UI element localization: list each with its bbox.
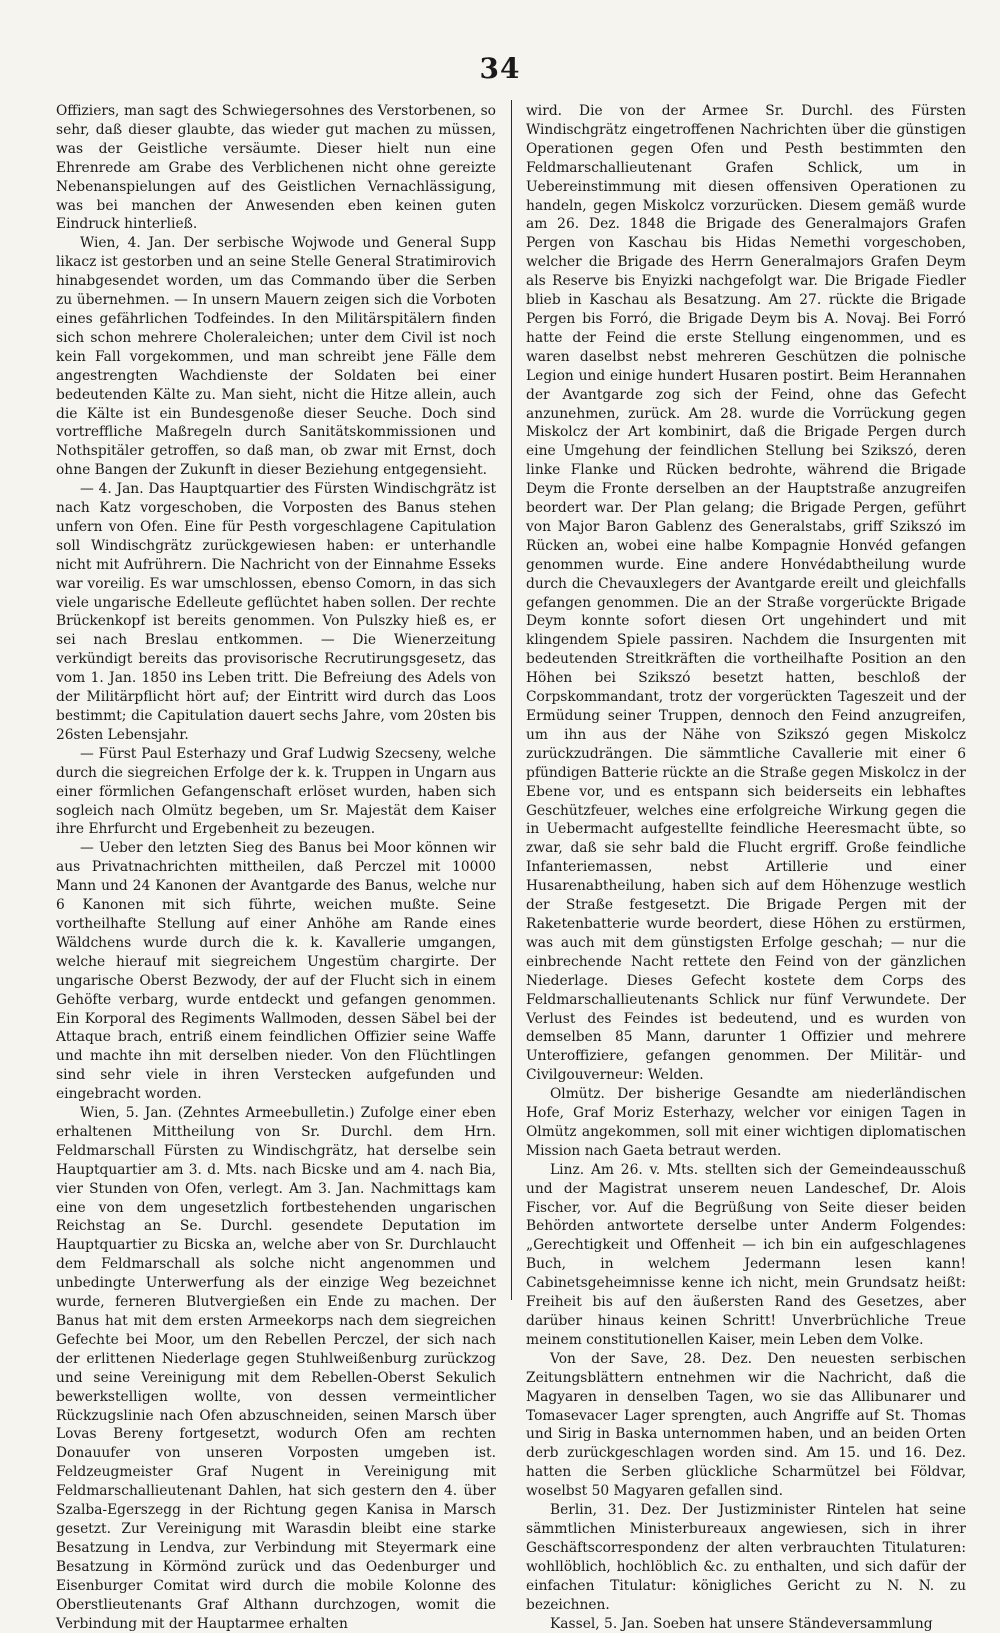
paragraph: — Ueber den letzten Sieg des Banus bei Moor können wir aus Privatnachrichten mittheilen, daß Perczel mit 10000 Mann und 24 Kanonen der Avantgarde des Banus, welche nur 6 Kanonen mit sich führte, weichen mußte. Seine vortheilhafte Stellung auf einer Anhöhe am Rande eines Wäldchens wurde durch die k. k. Kavallerie umgangen, welche hierauf mit siegreichem Ungestüm chargirte. Der ungarische Oberst Bezwody, der auf der Flucht sich in einem Gehöfte verbarg, wurde entdeckt und gefangen genommen. Ein Korporal des Regiments Wallmoden, dessen Säbel bei der Attaque brach, entriß einem feindlichen Offizier seine Waffe und machte ihn mit derselben nieder. Von den Flüchtlingen sind sehr viele in ihren Verstecken aufgefunden und eingebracht worden. bbox=[56, 839, 496, 1104]
paragraph: Wien, 5. Jan. (Zehntes Armeebulletin.) Zufolge einer eben erhaltenen Mittheilung von Sr. Durchl. dem Hrn. Feldmarschall Fürsten zu Windischgrätz, hat derselbe sein Hauptquartier am 3. d. Mts. nach Bicske und am 4. nach Bia, vier Stunden von Ofen, verlegt. Am 3. Jan. Nachmittags kam eine von dem ungesetzlich fortbestehenden ungarischen Reichstag an Se. Durchl. gesendete Deputation im Hauptquartier zu Bicska an, welche aber von Sr. Durchlaucht dem Feldmarschall als solche nicht angenommen und unbedingte Unterwerfung als der einzige Weg bezeichnet wurde, ferneren Blutvergießen ein Ende zu machen. Der Banus hat mit dem ersten Armeekorps nach dem siegreichen Gefechte bei Moor, um den Rebellen Perczel, der sich nach der erlittenen Niederlage gegen Stuhlweißenburg zurückzog und seine Vereinigung mit dem Rebellen-Oberst Sekulich bewerkstelligen wollte, von dessen vermeintlicher Rückzugslinie nach Ofen abzuschneiden, seinen Marsch über Lovas Bereny fortgesetzt, wodurch Ofen am rechten Donauufer von unseren Vorposten umgeben ist. Feldzeugmeister Graf Nugent in Vereinigung mit Feldmarschallieutenant Dahlen, hat sich gestern den 4. über Szalba-Egerszegg in der Richtung gegen Kanisa in Marsch gesetzt. Zur Vereinigung mit Warasdin bleibt eine starke Besatzung in Lendva, zur Verbindung mit Steyermark eine Besatzung in Körmönd zurück und das Oedenburger und Eisenburger Comitat wird durch die mobile Kolonne des Oberstlieutenants Graf Althann durchzogen, womit die Verbindung mit der Hauptarmee erhalten bbox=[56, 1104, 496, 1633]
left-column bbox=[56, 102, 496, 1300]
paragraph: Von der Save, 28. Dez. Den neuesten serbischen Zeitungsblättern entnehmen wir die Nachricht, daß die Magyaren in denselben Tagen, wo sie das Allibunarer und Tomasevacer Lager sprengten, auch Angriffe auf St. Thomas und Sirig in Baska unternommen haben, und an beiden Orten derb zurückgeschlagen worden sind. Am 15. und 16. Dez. hatten die Serben glückliche Scharmützel bei Földvar, woselbst 50 Magyaren gefallen sind. bbox=[526, 1350, 966, 1501]
paragraph: Linz. Am 26. v. Mts. stellten sich der Gemeindeausschuß und der Magistrat unserem neuen Landeschef, Dr. Alois Fischer, vor. Auf die Begrüßung von Seite dieser beiden Behörden antwortete derselbe unter Anderm Folgendes: „Gerechtigkeit und Offenheit — ich bin ein aufgeschlagenes Buch, in welchem Jedermann lesen kann! Cabinetsgeheimnisse kenne ich nicht, mein Grundsatz heißt: Freiheit bis auf den äußersten Rand des Gesetzes, aber darüber hinaus keinen Schritt! Unverbrüchliche Treue meinem constitutionellen Kaiser, mein Leben dem Volke. bbox=[526, 1161, 966, 1350]
paragraph: Olmütz. Der bisherige Gesandte am niederländischen Hofe, Graf Moriz Esterhazy, welcher vor einigen Tagen in Olmütz angekommen, soll mit einer wichtigen diplomatischen Mission nach Gaeta betraut werden. bbox=[526, 1085, 966, 1161]
paragraph: — 4. Jan. Das Hauptquartier des Fürsten Windischgrätz ist nach Katz vorgeschoben, die Vorposten des Banus stehen unfern von Ofen. Eine für Pesth vorgeschlagene Capitulation soll Windischgrätz zurückgewiesen haben: er unterhandle nicht mit Aufrührern. Die Nachricht von der Einnahme Esseks war voreilig. Es war umschlossen, ebenso Comorn, in das sich viele ungarische Edelleute geflüchtet haben sollen. Der rechte Brückenkopf ist bereits genommen. Von Pulszky hieß es, er sei nach Breslau entkommen. — Die Wienerzeitung verkündigt bereits das provisorische Recrutirungsgesetz, das vom 1. Jan. 1850 ins Leben tritt. Die Befreiung des Adels von der Militärpflicht hört auf; der Eintritt wird durch das Loos bestimmt; die Capitulation dauert sechs Jahre, vom 20sten bis 26sten Lebensjahr. bbox=[56, 480, 496, 745]
paragraph: Wien, 4. Jan. Der serbische Wojwode und General Supp likacz ist gestorben und an seine Stelle General Stratimirovich hinabgesendet worden, um das Commando über die Serben zu übernehmen. — In unsern Mauern zeigen sich die Vorboten eines gefährlichen Todfeindes. In den Militärspitälern finden sich schon mehrere Choleraleichen; unter dem Civil ist noch kein Fall vorgekommen, und man schreibt jene Fälle dem angestrengten Wachdienste der Soldaten bei einer bedeutenden Kälte zu. Man sieht, nicht die Hitze allein, auch die Kälte ist ein Bundesgenoße dieser Seuche. Doch sind vortreffliche Maßregeln durch Sanitätskommissionen und Nothspitäler getroffen, so daß man, ob zwar mit Ernst, doch ohne Bangen der Zukunft in dieser Beziehung entgegensieht. bbox=[56, 234, 496, 480]
right-column bbox=[526, 102, 966, 1300]
page-number: 34 bbox=[0, 52, 1000, 85]
paragraph: — Fürst Paul Esterhazy und Graf Ludwig Szecseny, welche durch die siegreichen Erfolge der k. k. Truppen in Ungarn aus einer förmlichen Gefangenschaft erlöset wurden, haben sich sogleich nach Olmütz begeben, um Sr. Majestät dem Kaiser ihre Ehrfurcht und Ergebenheit zu bezeugen. bbox=[56, 745, 496, 840]
column-divider bbox=[511, 100, 512, 1300]
paragraph: Berlin, 31. Dez. Der Justizminister Rintelen hat seine sämmtlichen Ministerbureaux angewiesen, sich in ihrer Geschäftscorrespondenz der alten verbrauchten Titulaturen: wohllöblich, hochlöblich &c. zu enthalten, und sich dafür der einfachen Titulatur: königliches Gericht zu N. N. zu bezeichnen. bbox=[526, 1501, 966, 1614]
paragraph: Kassel, 5. Jan. Soeben hat unsere Ständeversammlung bbox=[526, 1615, 966, 1633]
paragraph: wird. Die von der Armee Sr. Durchl. des Fürsten Windischgrätz eingetroffenen Nachrichten über die günstigen Operationen gegen Ofen und Pesth bestimmten den Feldmarschallieutenant Grafen Schlick, um in Uebereinstimmung mit diesen offensiven Operationen zu handeln, gegen Miskolcz vorzurücken. Diesem gemäß wurde am 26. Dez. 1848 die Brigade des Generalmajors Grafen Pergen von Kaschau bis Hidas Nemethi vorgeschoben, welcher die Brigade des Herrn Generalmajors Grafen Deym als Reserve bis Enyizki nachgefolgt war. Die Brigade Fiedler blieb in Kaschau als Besatzung. Am 27. rückte die Brigade Pergen bis Forró, die Brigade Deym bis A. Novaj. Bei Forró hatte der Feind die erste Stellung eingenommen, und es waren daselbst nebst mehreren Geschützen die polnische Legion und einige hundert Husaren postirt. Beim Herannahen der Avantgarde zog sich der Feind, ohne das Gefecht anzunehmen, zurück. Am 28. wurde die Vorrückung gegen Miskolcz der Art kombinirt, daß die Brigade Pergen durch eine Umgehung der feindlichen Stellung bei Szikszó, deren linke Flanke und Rücken bedrohte, während die Brigade Deym die Fronte derselben an der Hauptstraße anzugreifen beordert war. Der Plan gelang; die Brigade Pergen, geführt von Major Baron Gablenz des Generalstabs, griff Szikszó im Rücken an, wobei eine halbe Kompagnie Honvéd gefangen genommen wurde. Eine andere Honvédabtheilung wurde durch die Chevauxlegers der Avantgarde ereilt und gleichfalls gefangen genommen. Die an der Straße vorgerückte Brigade Deym konnte sofort diesen Ort ungehindert und mit klingendem Spiele passiren. Nachdem die Insurgenten mit bedeutenden Streitkräften die vortheilhafte Position an den Höhen bei Szikszó besetzt hatten, beschloß der Corpskommandant, trotz der vorgerückten Tageszeit und der Ermüdung seiner Truppen, dennoch den Feind anzugreifen, um ihn aus der Nähe von Szikszó gegen Miskolcz zurückzudrängen. Die sämmtliche Cavallerie mit einer 6 pfündigen Batterie rückte an die Straße gegen Miskolcz in der Ebene vor, und es entspann sich beiderseits ein lebhaftes Geschützfeuer, welches eine erfolgreiche Wirkung gegen die in Uebermacht aufgestellte feindliche Heeresmacht übte, so zwar, daß sie sehr bald die Flucht ergriff. Große feindliche Infanteriemassen, nebst Artillerie und einer Husarenabtheilung, haben sich auf dem Höhenzuge westlich der Straße festgesetzt. Die Brigade Pergen mit der Raketenbatterie wurde beordert, diese Höhen zu erstürmen, was auch mit dem günstigsten Erfolge geschah; — nur die einbrechende Nacht rettete den Feind von der gänzlichen Niederlage. Dieses Gefecht kostete dem Corps des Feldmarschallieutenants Schlick nur fünf Verwundete. Der Verlust des Feindes ist bedeutend, und es wurden von demselben 85 Mann, darunter 1 Offizier und mehrere Unteroffiziere, gefangen genommen. Der Militär- und Civilgouverneur: Welden. bbox=[526, 102, 966, 1085]
paragraph: Offiziers, man sagt des Schwiegersohnes des Verstorbenen, so sehr, daß dieser glaubte, das wieder gut machen zu müssen, was der Geistliche versäumte. Dieser hielt nun eine Ehrenrede am Grabe des Verblichenen nicht ohne gereizte Nebenanspielungen auf des Geistlichen Vernachlässigung, was bei manchen der Anwesenden eben keinen guten Eindruck hinterließ. bbox=[56, 102, 496, 234]
